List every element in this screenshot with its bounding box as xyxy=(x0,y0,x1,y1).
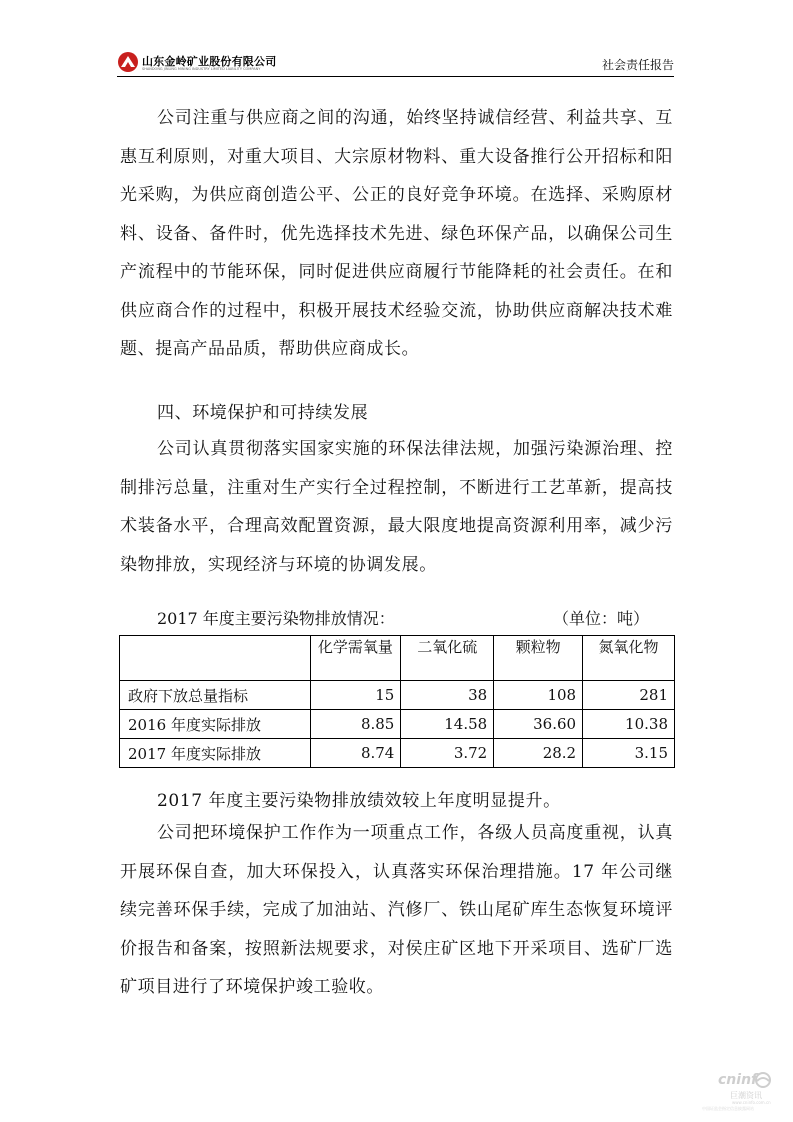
table-cell: 10.38 xyxy=(583,710,675,739)
section-heading-environment: 四、环境保护和可持续发展 xyxy=(157,403,369,423)
header-divider xyxy=(117,76,674,77)
table-row xyxy=(120,710,675,739)
company-logo-icon xyxy=(117,51,139,73)
table-header-cell: 化学需氧量 xyxy=(310,636,401,681)
company-name: 山东金岭矿业股份有限公司 xyxy=(142,55,277,68)
paragraph-performance: 2017 年度主要污染物排放绩效较上年度明显提升。 xyxy=(157,791,561,811)
table-cell: 3.72 xyxy=(401,739,494,768)
table-cell: 14.58 xyxy=(401,710,494,739)
table-header-cell: 二氧化硫 xyxy=(401,636,494,681)
row-label: 2016 年度实际排放 xyxy=(120,710,311,739)
row-label: 政府下放总量指标 xyxy=(120,681,311,710)
paragraph-protection-work: 公司把环境保护工作作为一项重点工作，各级人员高度重视，认真开展环保自查，加大环保投入，认真落实环保治理措施。17 年公司继续完善环保手续，完成了加油站、汽修厂、铁山尾矿库生态恢复环境评价报告和备案，按照新法规要求，对侯庄矿区地下开采项目、选矿厂选矿项目进行了环境保护竣工验收。 xyxy=(120,823,673,997)
table-header-cell xyxy=(120,636,311,681)
watermark-cn-name: 巨潮资讯 xyxy=(730,1091,762,1100)
watermark-subtitle: 中国证监会指定信息披露网站 xyxy=(702,1106,754,1111)
table-cell: 281 xyxy=(583,681,675,710)
table-cell: 36.60 xyxy=(494,710,583,739)
table-cell: 3.15 xyxy=(583,739,675,768)
table-row xyxy=(120,681,675,710)
watermark-name: cninf xyxy=(718,1072,758,1088)
table-header-row xyxy=(120,636,675,681)
company-name-en: SHANDONG JINLING MINING INDUSTRY LIMITED LIABILITY COMPANY xyxy=(142,67,261,71)
table-header-cell: 氮氧化物 xyxy=(583,636,675,681)
watermark-site: www.cninfo.com.cn xyxy=(732,1100,771,1105)
paragraph-environment: 公司认真贯彻落实国家实施的环保法律法规，加强污染源治理、控制排污总量，注重对生产实行全过程控制，不断进行工艺革新，提高技术装备水平，合理高效配置资源，最大限度地提高资源利用率，减少污染物排放，实现经济与环境的协调发展。 xyxy=(120,439,673,575)
table-cell: 15 xyxy=(310,681,401,710)
paragraph-suppliers: 公司注重与供应商之间的沟通，始终坚持诚信经营、利益共享、互惠互利原则，对重大项目、大宗原材物料、重大设备推行公开招标和阳光采购，为供应商创造公平、公正的良好竞争环境。在选择、采购原材料、设备、备件时，优先选择技术先进、绿色环保产品，以确保公司生产流程中的节能环保，同时促进供应商履行节能降耗的社会责任。在和供应商合作的过程中，积极开展技术经验交流，协助供应商解决技术难题、提高产品品质，帮助供应商成长。 xyxy=(120,108,673,359)
table-header-cell: 颗粒物 xyxy=(494,636,583,681)
emissions-table xyxy=(119,635,675,768)
cninfo-watermark xyxy=(702,1072,777,1112)
report-type-label: 社会责任报告 xyxy=(601,58,674,72)
table-row xyxy=(120,739,675,768)
page-header xyxy=(117,48,674,74)
table-cell: 28.2 xyxy=(494,739,583,768)
table-caption: 2017 年度主要污染物排放情况： xyxy=(157,609,395,628)
table-cell: 38 xyxy=(401,681,494,710)
table-cell: 8.74 xyxy=(310,739,401,768)
table-unit: （单位：吨） xyxy=(553,609,650,628)
row-label: 2017 年度实际排放 xyxy=(120,739,311,768)
table-cell: 8.85 xyxy=(310,710,401,739)
table-cell: 108 xyxy=(494,681,583,710)
